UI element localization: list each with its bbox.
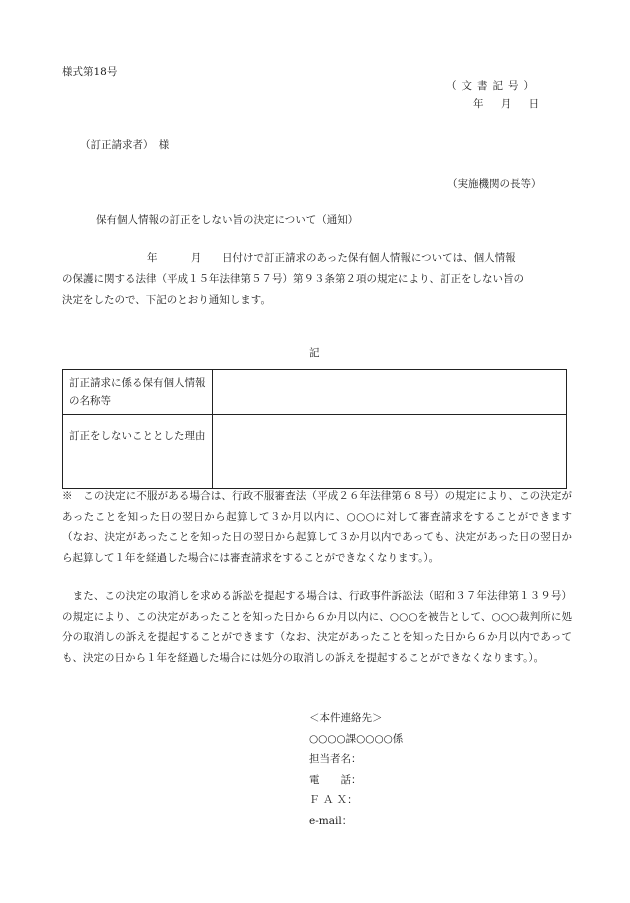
table-label-name: 訂正請求に係る保有個人情報の名称等 <box>63 370 213 415</box>
table-value-name <box>213 370 567 415</box>
table-row <box>63 415 567 489</box>
body-date-blanks: 年 月 <box>147 252 202 264</box>
body-line-3: 決定をしたので、下記のとおり通知します。 <box>62 294 271 306</box>
body-line-1: 日付けで訂正請求のあった保有個人情報については、個人情報 <box>222 252 516 264</box>
contact-heading: ＜本件連絡先＞ <box>309 712 383 724</box>
contact-email: e‐mail： <box>309 814 353 827</box>
contact-phone: 電 話： <box>309 773 362 786</box>
document-number: （文書記号） <box>446 80 539 92</box>
form-number: 様式第18号 <box>62 66 118 78</box>
note-lawsuit: また、この決定の取消しを求める訴訟を提起する場合は、行政事件訴訟法（昭和３７年法律第１３９号）の規定により、この決定があったことを知った日から６か月以内に、○○○を被告として、○○○裁判所に処分の取消しの訴えを提起することができます（なお、決定があったことを知った日から６か月以内であっても、決定の日から１年を経過した場合には処分の取消しの訴えを提起することができなくなります。）。 <box>62 590 572 664</box>
contact-section: ○○○○課○○○○係 <box>309 732 404 745</box>
body-line-2: の保護に関する法律（平成１５年法律第５７号）第９３条第２項の規定により、訂正をしない旨の <box>62 273 524 285</box>
note-appeal: ※ この決定に不服がある場合は、行政不服審査法（平成２６年法律第６８号）の規定により、この決定があったことを知った日の翌日から起算して３か月以内に、○○○に対して審査請求をすることができます（なお、決定があったことを知った日の翌日から起算して３か月以内であっても、決定があった日の翌日から起算して１年を経過した場合には審査請求をすることができなくなります。）。 <box>62 490 572 564</box>
addressee: （訂正請求者） 様 <box>80 139 170 151</box>
contact-block <box>309 708 403 831</box>
subject-title: 保有個人情報の訂正をしない旨の決定について（通知） <box>96 214 359 226</box>
sender: （実施機関の長等） <box>447 178 542 190</box>
contact-person: 担当者名： <box>309 753 362 765</box>
table-value-reason <box>213 415 567 489</box>
info-table <box>62 369 567 489</box>
document-date: 年 月 日 <box>473 98 540 110</box>
ki-heading: 記 <box>309 347 320 359</box>
table-label-reason: 訂正をしないこととした理由 <box>63 415 213 489</box>
contact-fax: Ｆ Ａ Ｘ： <box>309 794 358 806</box>
table-row <box>63 370 567 415</box>
